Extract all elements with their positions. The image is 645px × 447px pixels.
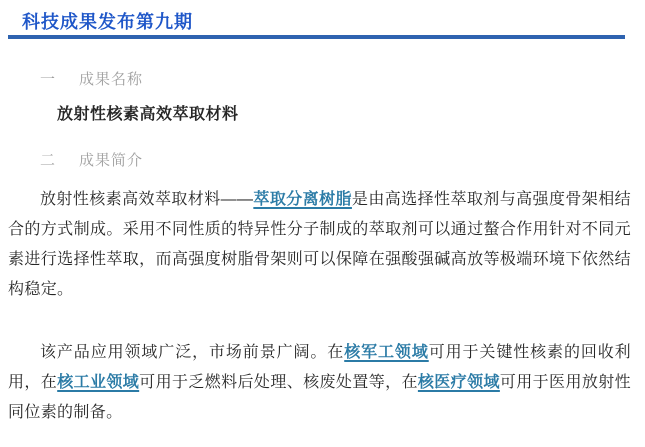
section-label: 成果简介 xyxy=(79,152,144,169)
term-link-nuclear-medicine[interactable]: 核医疗领域 xyxy=(417,374,500,391)
section-heading-intro xyxy=(40,149,143,170)
paragraph-text: 可用于医用放射性同位素的制备。 xyxy=(8,374,631,421)
achievement-name: 放射性核素高效萃取材料 xyxy=(57,106,239,123)
section-number: 一 xyxy=(40,71,57,88)
paragraph-text: 放射性核素高效萃取材料—— xyxy=(40,191,254,208)
intro-paragraph-1 xyxy=(8,185,631,305)
paragraph-text: 该产品应用领域广泛，市场前景广阔。在 xyxy=(40,344,345,361)
paragraph-text: 可用于乏燃料后处理、核废处置等，在 xyxy=(139,374,418,391)
term-link-extraction-resin[interactable]: 萃取分离树脂 xyxy=(253,191,352,208)
page-title: 科技成果发布第九期 xyxy=(22,12,193,32)
paragraph-text: 是由高选择性萃取剂与高强度骨架相结合的方式制成。采用不同性质的特异性分子制成的萃取剂可以通过螯合作用针对不同元素进行选择性萃取，而高强度树脂骨架则可以保障在强酸强碱高放等极端环境下依然结构稳定。 xyxy=(8,191,631,298)
title-underline-divider xyxy=(8,35,625,39)
section-label: 成果名称 xyxy=(79,71,144,88)
paragraph-text: 可用于关键性核素的回收利用，在 xyxy=(8,344,631,391)
intro-paragraph-2 xyxy=(8,338,631,428)
section-heading-name xyxy=(40,68,143,89)
term-link-nuclear-industry[interactable]: 核工业领域 xyxy=(57,374,140,391)
term-link-nuclear-military[interactable]: 核军工领域 xyxy=(344,344,429,361)
section-number: 二 xyxy=(40,152,57,169)
